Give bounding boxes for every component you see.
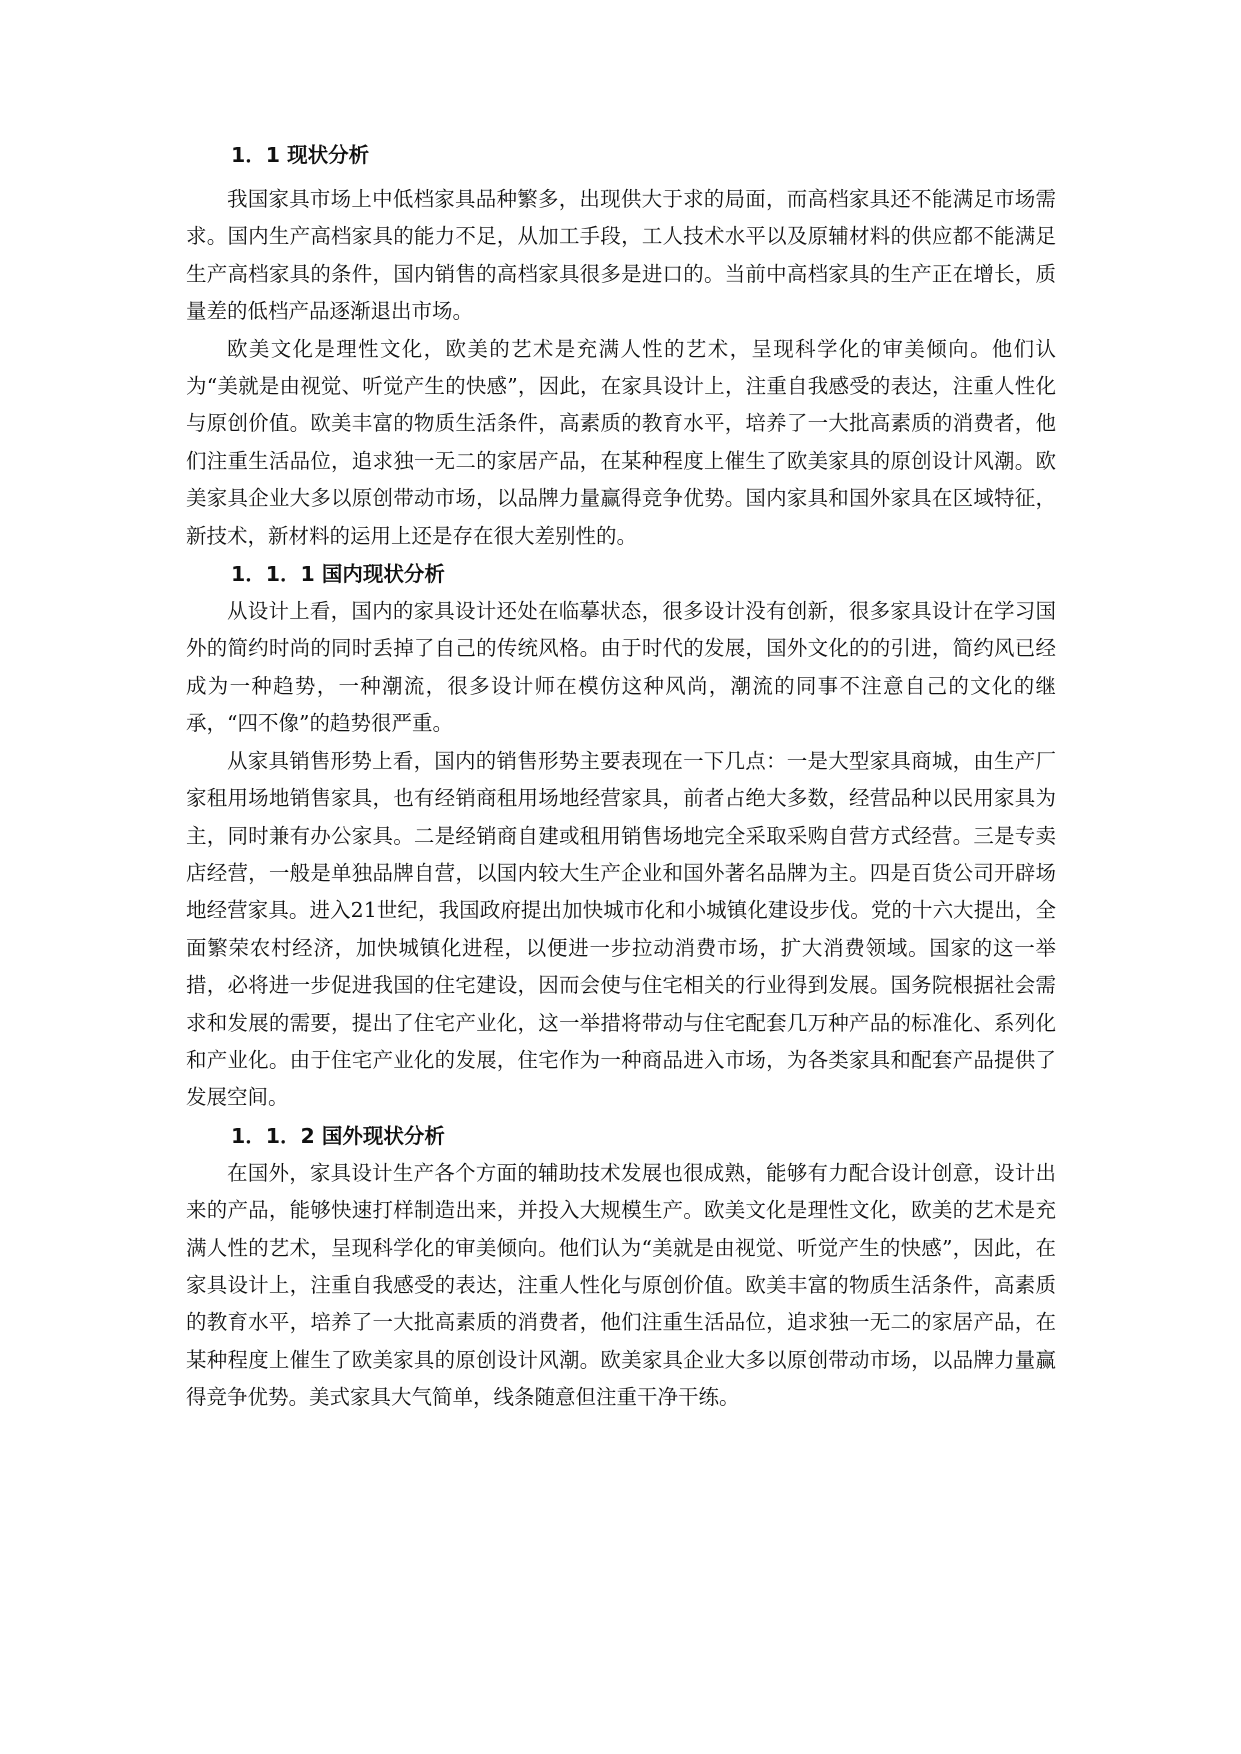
paragraph: 从设计上看，国内的家具设计还处在临摹状态，很多设计没有创新，很多家具设计在学习国外的简约时尚的同时丢掉了自己的传统风格。由于时代的发展，国外文化的的引进，简约风已经成为一种趋势，一种潮流，很多设计师在模仿这种风尚，潮流的同事不注意自己的文化的继承，“四不像”的趋势很严重。 — [186, 599, 1056, 736]
paragraph: 欧美文化是理性文化，欧美的艺术是充满人性的艺术，呈现科学化的审美倾向。他们认为“美就是由视觉、听觉产生的快感”，因此，在家具设计上，注重自我感受的表达，注重人性化与原创价值。欧美丰富的物质生活条件，高素质的教育水平，培养了一大批高素质的消费者，他们注重生活品位，追求独一无二的家居产品，在某种程度上催生了欧美家具的原创设计风潮。欧美家具企业大多以原创带动市场，以品牌力量赢得竞争优势。国内家具和国外家具在区域特征，新技术，新材料的运用上还是存在很大差别性的。 — [186, 336, 1056, 548]
paragraph: 从家具销售形势上看，国内的销售形势主要表现在一下几点：一是大型家具商城，由生产厂家租用场地销售家具，也有经销商租用场地经营家具，前者占绝大多数，经营品种以民用家具为主，同时兼有办公家具。二是经销商自建或租用销售场地完全采取采购自营方式经营。三是专卖店经营，一般是单独品牌自营，以国内较大生产企业和国外著名品牌为主。四是百货公司开辟场地经营家具。进入21世纪，我国政府提出加快城市化和小城镇化建设步伐。党的十六大提出，全面繁荣农村经济，加快城镇化进程，以便进一步拉动消费市场，扩大消费领域。国家的这一举措，必将进一步促进我国的住宅建设，因而会使与住宅相关的行业得到发展。国务院根据社会需求和发展的需要，提出了住宅产业化，这一举措将带动与住宅配套几万种产品的标准化、系列化和产业化。由于住宅产业化的发展，住宅作为一种商品进入市场，为各类家具和配套产品提供了发展空间。 — [186, 748, 1056, 1110]
section-heading-1-1-2: 1．1．2 国外现状分析 — [231, 1123, 445, 1148]
document-page — [186, 140, 1056, 1417]
paragraph: 我国家具市场上中低档家具品种繁多，出现供大于求的局面，而高档家具还不能满足市场需求。国内生产高档家具的能力不足，从加工手段，工人技术水平以及原辅材料的供应都不能满足生产高档家具的条件，国内销售的高档家具很多是进口的。当前中高档家具的生产正在增长，质量差的低档产品逐渐退出市场。 — [186, 187, 1056, 324]
paragraph: 在国外，家具设计生产各个方面的辅助技术发展也很成熟，能够有力配合设计创意，设计出来的产品，能够快速打样制造出来，并投入大规模生产。欧美文化是理性文化，欧美的艺术是充满人性的艺术，呈现科学化的审美倾向。他们认为“美就是由视觉、听觉产生的快感”，因此，在家具设计上，注重自我感受的表达，注重人性化与原创价值。欧美丰富的物质生活条件，高素质的教育水平，培养了一大批高素质的消费者，他们注重生活品位，追求独一无二的家居产品，在某种程度上催生了欧美家具的原创设计风潮。欧美家具企业大多以原创带动市场，以品牌力量赢得竞争优势。美式家具大气简单，线条随意但注重干净干练。 — [186, 1160, 1056, 1410]
section-heading-1-1: 1．1 现状分析 — [231, 143, 370, 167]
section-heading-1-1-1: 1．1．1 国内现状分析 — [231, 562, 445, 587]
